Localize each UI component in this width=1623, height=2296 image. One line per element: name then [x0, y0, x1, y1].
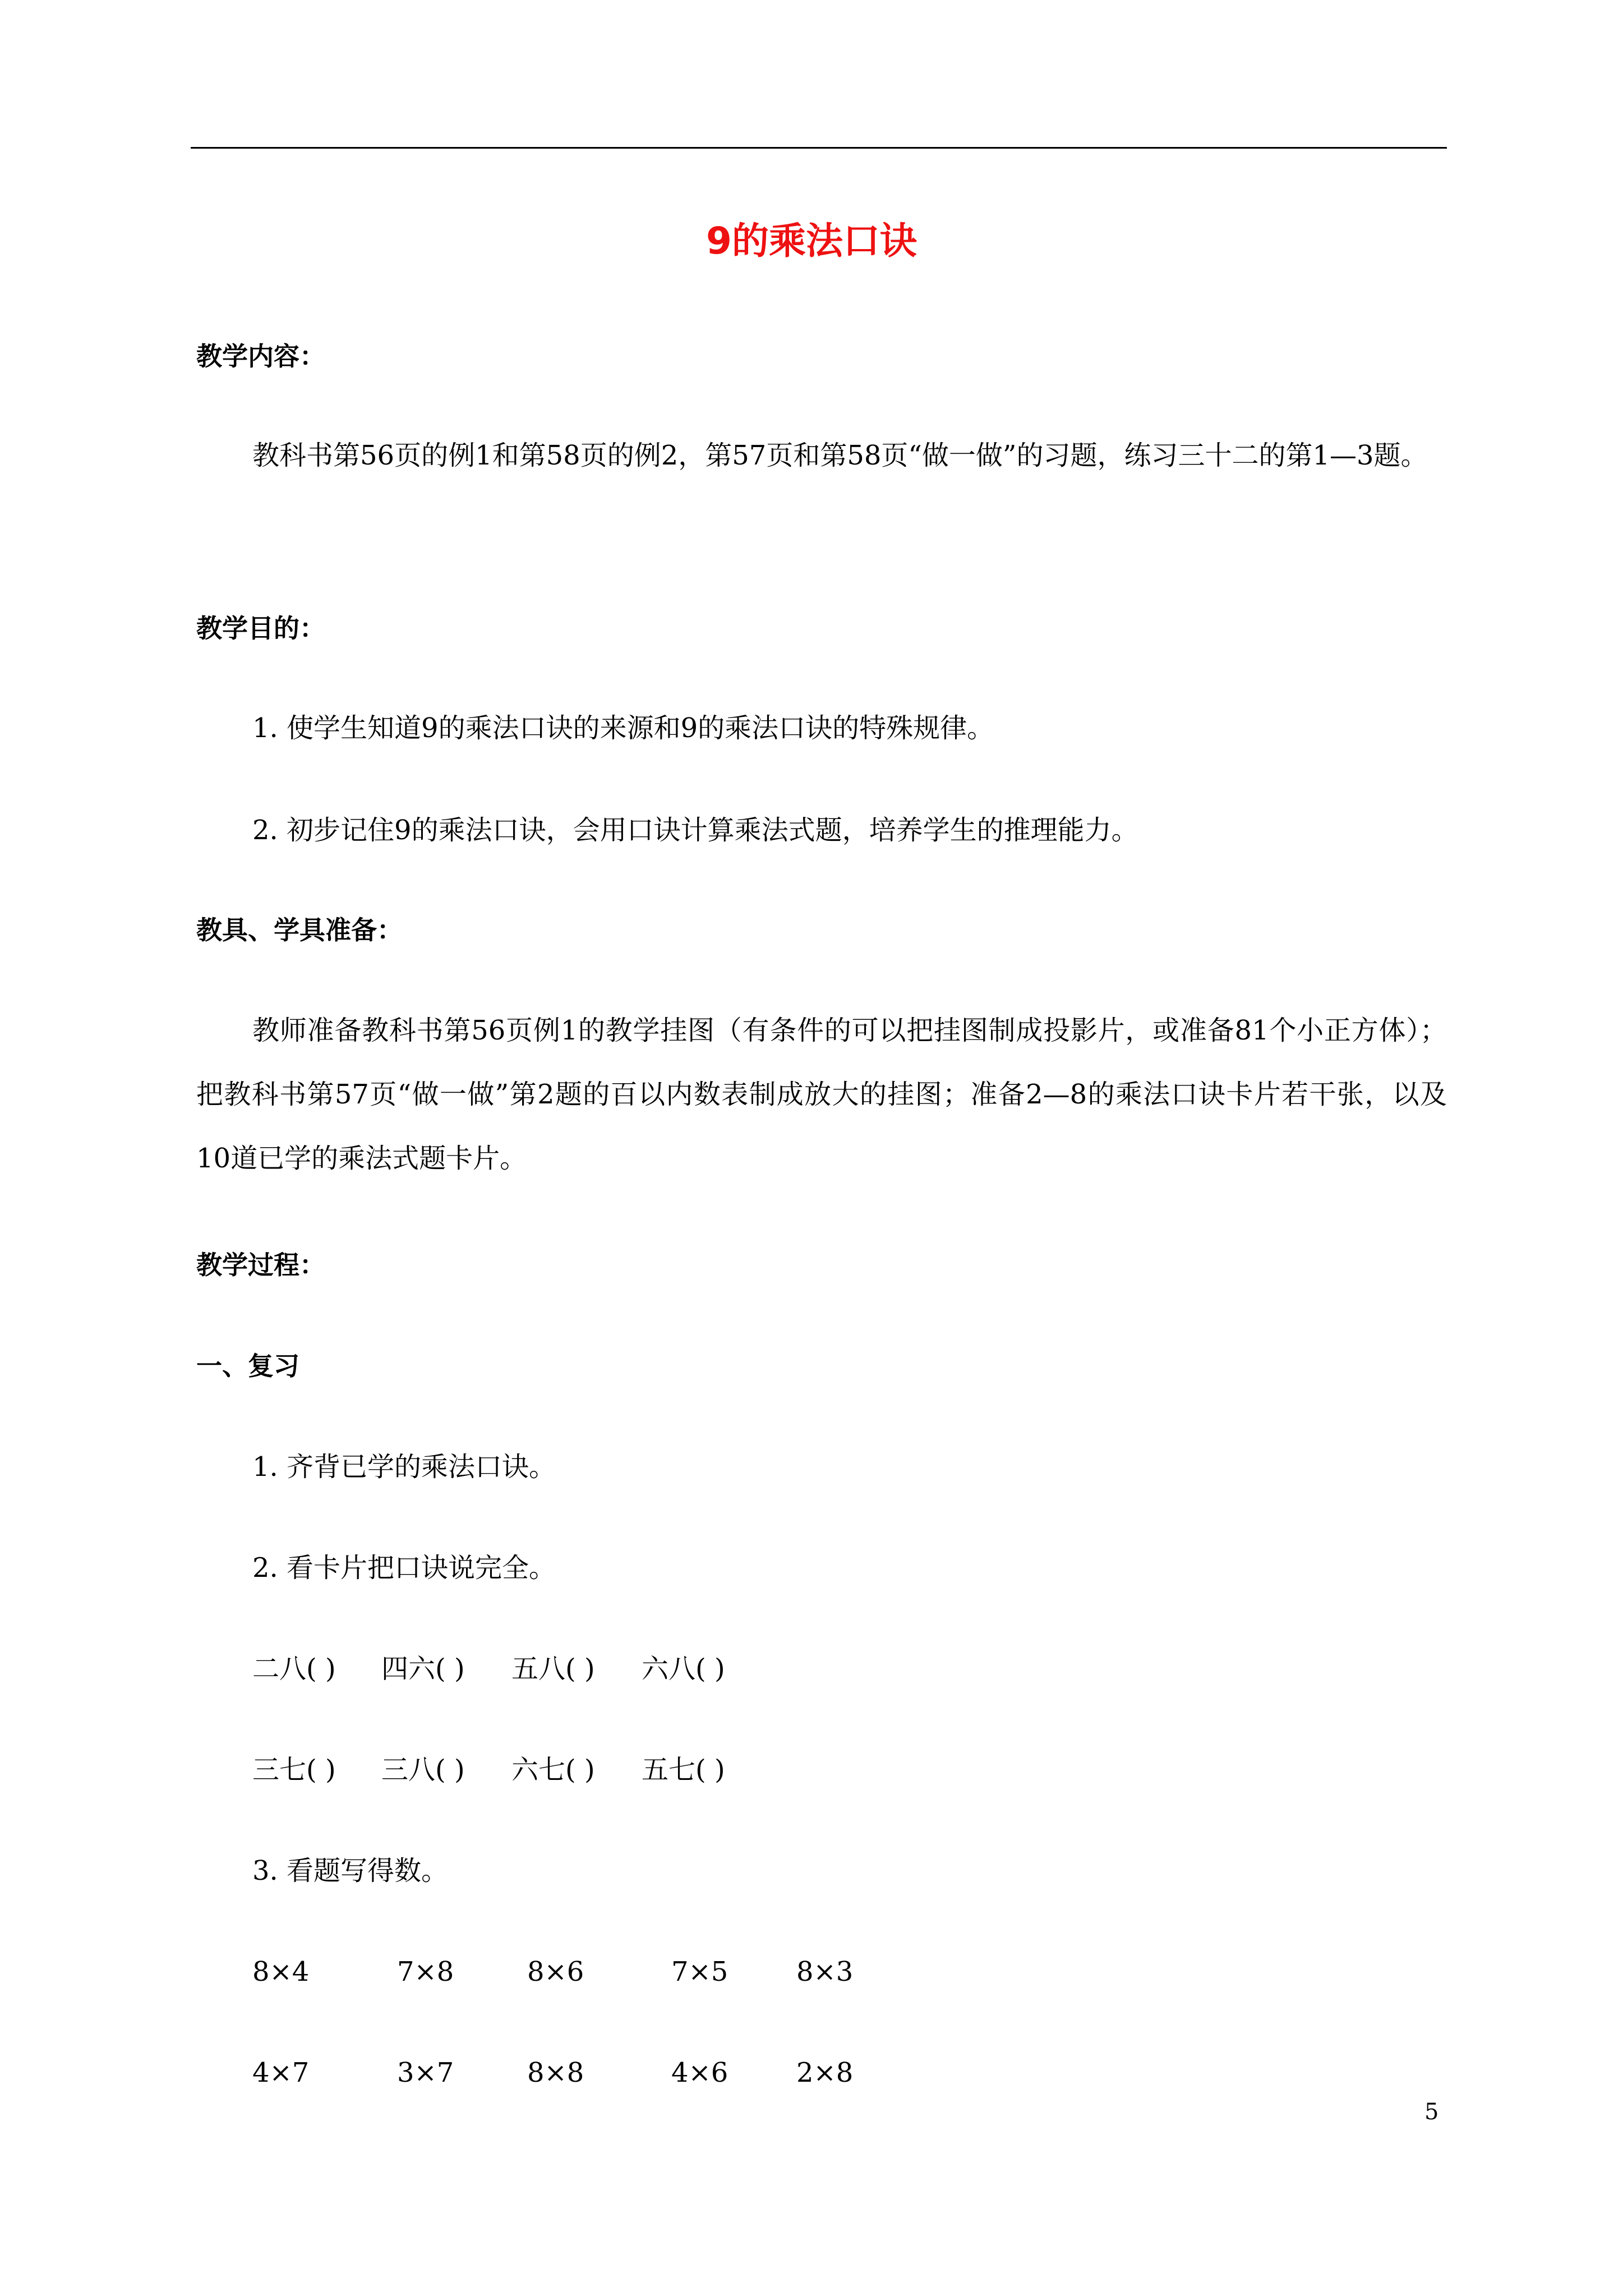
expression-cell: 2×8 [796, 2057, 854, 2088]
card-cell: 三七( ) [252, 1754, 336, 1786]
heading-review: 一、复习 [196, 1351, 299, 1381]
card-cell: 五八( ) [511, 1653, 595, 1685]
page-number: 5 [1424, 2099, 1439, 2125]
review-item-3: 3. 看题写得数。 [252, 1855, 449, 1887]
card-cell: 六八( ) [642, 1653, 725, 1685]
expression-cell: 8×3 [796, 1956, 854, 1987]
heading-goals: 教学目的： [196, 613, 325, 643]
card-cell: 五七( ) [642, 1754, 725, 1786]
review-item-2: 2. 看卡片把口诀说完全。 [252, 1552, 556, 1584]
expression-cell: 8×4 [252, 1956, 310, 1987]
expression-cell: 8×8 [527, 2057, 584, 2088]
heading-content: 教学内容： [196, 341, 325, 371]
expression-cell: 8×6 [527, 1956, 584, 1987]
card-row-2 [252, 1753, 772, 1787]
review-item-1: 1. 齐背已学的乘法口诀。 [252, 1451, 556, 1483]
expression-cell: 4×7 [252, 2057, 310, 2088]
card-cell: 二八( ) [252, 1653, 336, 1685]
expression-row-1 [252, 1955, 909, 1989]
goal-item-2: 2. 初步记住9的乘法口诀，会用口诀计算乘法式题，培养学生的推理能力。 [252, 815, 1138, 846]
card-cell: 四六( ) [381, 1653, 465, 1685]
header-rule [191, 147, 1447, 149]
tools-paragraph: 教师准备教科书第56页例1的教学挂图（有条件的可以把挂图制成投影片，或准备81个小正方体）；把教科书第57页“做一做”第2题的百以内数表制成放大的挂图；准备2—8的乘法口诀卡片若干张，以及10道已学的乘法式题卡片。 [196, 1015, 1447, 1174]
goal-item-1: 1. 使学生知道9的乘法口诀的来源和9的乘法口诀的特殊规律。 [252, 712, 994, 744]
expression-row-2 [252, 2056, 909, 2090]
heading-process: 教学过程： [196, 1250, 325, 1280]
card-row-1 [252, 1652, 772, 1686]
expression-cell: 3×7 [397, 2057, 454, 2088]
expression-cell: 7×8 [397, 1956, 454, 1987]
content-paragraph: 教科书第56页的例1和第58页的例2，第57页和第58页“做一做”的习题，练习三十二的第1—3题。 [252, 440, 1428, 471]
heading-tools: 教具、学具准备： [196, 915, 403, 945]
document-title: 9的乘法口诀 [706, 219, 917, 263]
expression-cell: 7×5 [671, 1956, 728, 1987]
card-cell: 六七( ) [511, 1754, 595, 1786]
expression-cell: 4×6 [671, 2057, 728, 2088]
card-cell: 三八( ) [381, 1754, 465, 1786]
